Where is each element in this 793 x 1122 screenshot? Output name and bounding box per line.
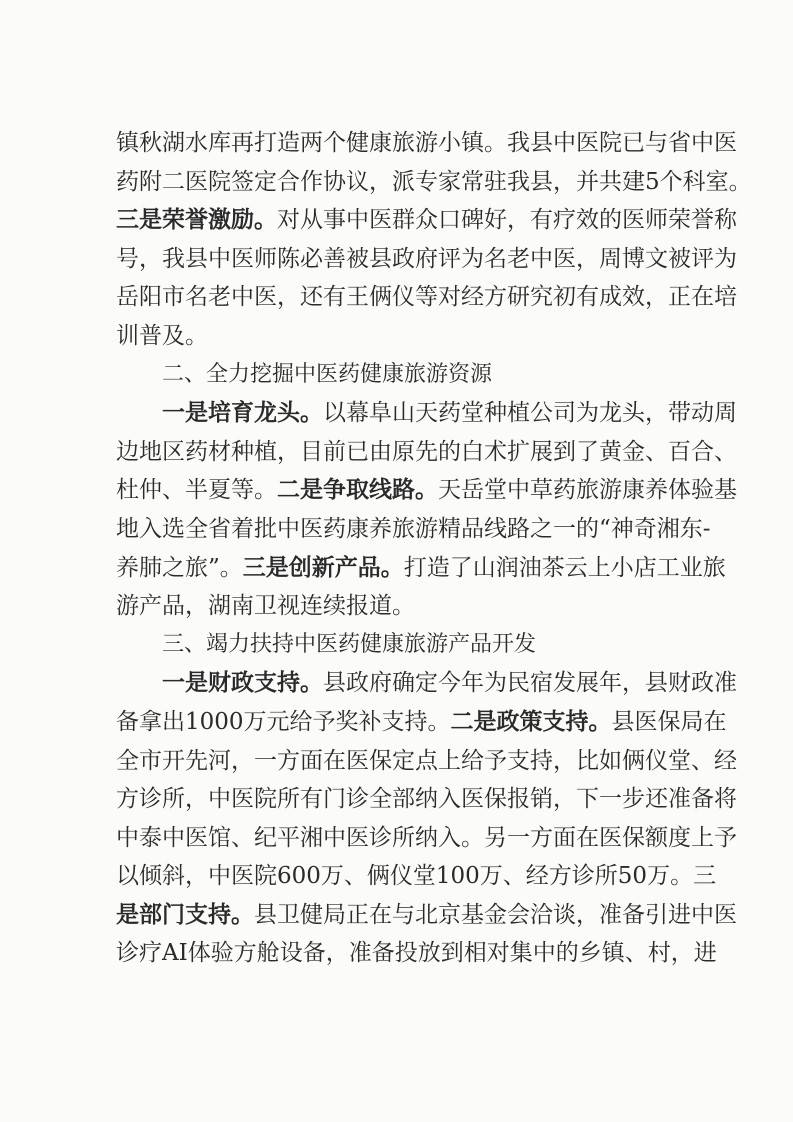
text-run: 县卫健局正在与北京基金会洽谈，准备引进中医 bbox=[254, 901, 737, 928]
text-run: 训普及。 bbox=[116, 322, 208, 349]
text-line bbox=[116, 780, 737, 819]
text-line bbox=[116, 356, 682, 395]
text-line bbox=[116, 471, 737, 510]
text-run: 镇秋湖水库再打造两个健康旅游小镇。我县中医院已与省中医 bbox=[116, 130, 737, 156]
paragraph bbox=[116, 394, 737, 626]
text-line bbox=[116, 703, 727, 742]
text-line bbox=[116, 240, 737, 279]
bold-phrase: 二是政策支持。 bbox=[450, 708, 612, 735]
bold-phrase: 三是荣誉激励。 bbox=[116, 207, 277, 234]
bold-phrase: 是部门支持。 bbox=[116, 901, 254, 928]
text-line bbox=[116, 934, 717, 973]
paragraph bbox=[116, 664, 737, 973]
text-run: 以幕阜山天药堂种植公司为龙头，带动周 bbox=[323, 400, 737, 427]
text-line bbox=[116, 317, 682, 356]
bold-phrase: 三是创新产品。 bbox=[242, 554, 404, 581]
text-line bbox=[116, 163, 752, 202]
text-run: 打造了山润油茶云上小店工业旅 bbox=[403, 554, 726, 581]
text-run: 养肺之旅”。 bbox=[116, 554, 243, 581]
text-run: 游产品，湖南卫视连续报道。 bbox=[116, 593, 415, 620]
text-run: 天岳堂中草药旅游康养体验基 bbox=[438, 477, 737, 504]
text-run: 对从事中医群众口碑好，有疗效的医师荣誉称 bbox=[277, 207, 737, 234]
text-run: 边地区药材种植，目前已由原先的白术扩展到了黄金、百合、 bbox=[116, 438, 737, 465]
section-heading bbox=[116, 356, 682, 395]
text-line bbox=[116, 278, 737, 317]
text-line bbox=[116, 742, 737, 781]
text-line bbox=[116, 124, 737, 163]
text-line bbox=[116, 857, 717, 896]
bold-phrase: 二是争取线路。 bbox=[277, 477, 438, 504]
text-line bbox=[116, 664, 737, 703]
text-run: 县医保局在 bbox=[611, 708, 727, 735]
text-line bbox=[116, 394, 737, 433]
text-line bbox=[116, 819, 737, 858]
text-run: 中泰中医馆、纪平湘中医诊所纳入。另一方面在医保额度上予 bbox=[116, 824, 737, 851]
document-body bbox=[116, 124, 752, 973]
text-line bbox=[116, 626, 682, 665]
text-run: 杜仲、半夏等。 bbox=[116, 477, 277, 504]
text-line bbox=[116, 433, 737, 472]
text-run: 全市开先河，一方面在医保定点上给予支持，比如俩仪堂、经 bbox=[116, 747, 737, 774]
text-run: 地入选全省着批中医药康养旅游精品线路之一的“神奇湘东- bbox=[116, 515, 711, 542]
text-line bbox=[116, 587, 682, 626]
bold-phrase: 一是财政支持。 bbox=[162, 670, 323, 697]
bold-phrase: 一是培育龙头。 bbox=[162, 400, 323, 427]
paragraph bbox=[116, 124, 752, 356]
text-line bbox=[116, 896, 737, 935]
text-run: 诊疗AI体验方舱设备，准备投放到相对集中的乡镇、村，进 bbox=[116, 940, 717, 967]
text-run: 岳阳市名老中医，还有王俩仪等对经方研究初有成效，正在培 bbox=[116, 284, 737, 311]
text-run: 三、竭力扶持中医药健康旅游产品开发 bbox=[162, 631, 537, 657]
text-run: 药附二医院签定合作协议，派专家常驻我县，并共建5个科室。 bbox=[116, 168, 752, 195]
text-line bbox=[116, 201, 737, 240]
text-line bbox=[116, 510, 711, 549]
text-run: 方诊所，中医院所有门诊全部纳入医保报销，下一步还准备将 bbox=[116, 786, 737, 813]
text-run: 备拿出1000万元给予奖补支持。 bbox=[116, 708, 451, 735]
text-line bbox=[116, 549, 726, 588]
text-run: 以倾斜，中医院600万、俩仪堂100万、经方诊所50万。三 bbox=[116, 863, 717, 890]
section-heading bbox=[116, 626, 682, 665]
text-run: 号，我县中医师陈必善被县政府评为名老中医，周博文被评为 bbox=[116, 245, 737, 272]
text-run: 二、全力挖掘中医药健康旅游资源 bbox=[162, 361, 493, 387]
text-run: 县政府确定今年为民宿发展年，县财政准 bbox=[323, 670, 737, 697]
